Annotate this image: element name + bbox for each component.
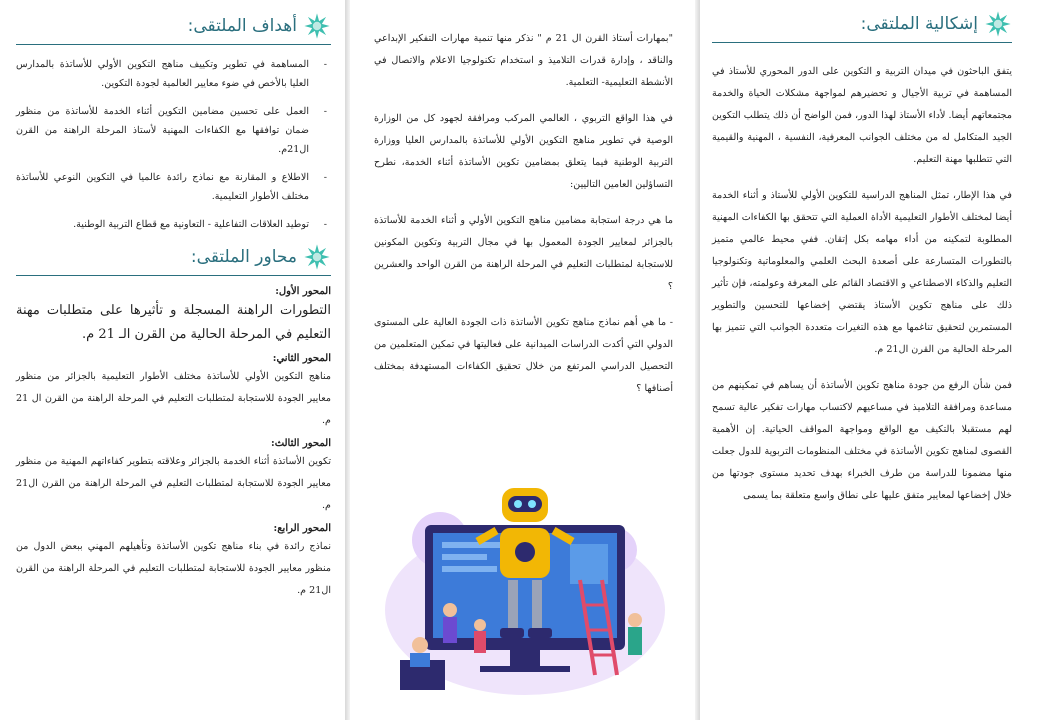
goal-item xyxy=(16,168,331,206)
axis-4-label: المحور الرابع: xyxy=(273,523,331,534)
goals-header xyxy=(16,12,331,40)
goal-item xyxy=(16,215,331,234)
middle-paragraph-2: في هذا الواقع التربوي ، العالمي المركب ومرافقة لجهود كل من الوزارة الوصية في تطوير مناهج التكوين الأولي للأساتذة بالمدارس العليا ووزارة التربية الوطنية فيما يتعلق بمضامين تكوين الأساتذة أثناء الخدمة، نطرح التساؤلين العامين التاليين: xyxy=(374,113,673,190)
goal-item xyxy=(16,102,331,159)
goal-text: توطيد العلاقات التفاعلية - التعاونية مع قطاع التربية الوطنية. xyxy=(73,219,309,230)
goal-text: المساهمة في تطوير وتكييف مناهج التكوين الأولي للأساتذة بالمدارس العليا بالأخص في ضوء معايير العالمية لجودة التكوين. xyxy=(16,59,309,89)
panel-right xyxy=(700,0,1040,720)
goals-title: أهداف الملتقى: xyxy=(187,16,297,36)
right-paragraph-1: يتفق الباحثون في ميدان التربية و التكوين على الدور المحوري للأستاذ في المساهمة في تربية الأجيال و تحضيرهم لمواجهة مشكلات الحياة والخدمة مجتمعاتهم أيضا. لأداء الأستاذ لهذا الدور، فمن الواضح أن ذلك يتطلب التكوين الجيد المتكامل له من مختلف الجوانب المعرفية، النفسية ، المهنية والقيمية التي تتطلبها مهنة التعليم. xyxy=(712,66,1012,165)
axis-1-text: التطورات الراهنة المسجلة و تأثيرها على متطلبات مهنة التعليم في المرحلة الحالية من القرن الـ 21 م. xyxy=(16,303,331,342)
panel-middle xyxy=(350,0,695,720)
panel-left xyxy=(0,0,345,720)
middle-paragraph-3: ما هي درجة استجابة مضامين مناهج التكوين الأولي و أثناء الخدمة للأساتذة بالجزائر لمعايير الجودة المعمول بها في مجال التربية وتكوين المكونين للاستجابة لمتطلبات التعليم في المرحلة الراهنة من القرن الواحد والعشرين ؟ xyxy=(374,215,673,292)
right-paragraph-2: في هذا الإطار، تمثل المناهج الدراسية للتكوين الأولي للأستاذ و أثناء الخدمة أيضا لمختلف الأطوار التعليمية الأداة العملية التي تتحقق بها الكفاءات المهنية المطلوبة لتمكينه من أداء مهامه بكل إتقان. ففي محيط عالمي متميز بالتطورات المتسارعة على أصعدة البحث العلمي والمعلوماتية وتكنولوجيا التعليم والذكاء الاصطناعي و الاقتصاد القائم على المعرفة وعولمته، فإن تأثير ذلك على مناهج تكوين الأستاذ يقتضي إخضاعها للتحسين والتطوير المستمرين لتحقيق تناغمها مع هذه التغيرات متعددة الجوانب التي تتميز بها المرحلة الحالية من القرن ال21 م. xyxy=(712,190,1012,355)
star-burst-icon xyxy=(303,12,331,40)
problem-header xyxy=(712,10,1012,38)
axes-header xyxy=(16,243,331,271)
right-paragraph-3: فمن شأن الرفع من جودة مناهج تكوين الأساتذة أن يساهم في تمكينهم من مساعدة ومرافقة التلاميذ في مساعيهم لاكتساب مهارات تفكير عالية تسمح لهم مستقبلا بالتكيف مع الواقع ومواجهة المواقف الحياتية. إن الأهمية القصوى لمناهج تكوين الأساتذة في مختلف المنظومات التربوية للدول جعلت منها مضمونا للدراسة من طرف الخبراء بهدف تحديد مستوى جودتها من خلال إخضاعها لمعايير متفق عليها على نطاق واسع متعلقة بما يسمى xyxy=(712,380,1012,501)
goal-text: العمل على تحسين مضامين التكوين أثناء الخدمة للأساتذة من منظور ضمان توافقها مع الكفاءات المهنية لأستاذ المرحلة الراهنة من القرن ال21م. xyxy=(16,106,309,155)
axes-title: محاور الملتقى: xyxy=(190,247,297,267)
bullet: - xyxy=(323,106,327,117)
star-burst-icon xyxy=(984,10,1012,38)
axes-divider xyxy=(16,275,331,276)
goals-list xyxy=(16,55,331,234)
axis-2-text: مناهج التكوين الأولي للأساتذة مختلف الأطوار التعليمية بالجزائر من منظور معايير الجودة للاستجابة لمتطلبات التعليم في المرحلة الراهنة من القرن ال 21 م. xyxy=(16,371,331,426)
star-burst-icon xyxy=(303,243,331,271)
axis-1-label: المحور الأول: xyxy=(275,286,331,297)
axis-2-label: المحور الثاني: xyxy=(272,353,331,364)
goal-item xyxy=(16,55,331,93)
bullet: - xyxy=(323,172,327,183)
goal-text: الاطلاع و المقارنة مع نماذج رائدة عالميا في التكوين النوعي للأساتذة مختلف الأطوار التعليمية. xyxy=(16,172,309,202)
bullet: - xyxy=(323,219,327,230)
middle-paragraph-1: "بمهارات أستاذ القرن ال 21 م " نذكر منها تنمية مهارات التفكير الإبداعي والناقد ، وإدارة قدرات التلاميذ و استخدام تكنولوجيا الاعلام والاتصال في الأنشطة التعليمية- التعلمية. xyxy=(374,33,673,88)
goals-divider xyxy=(16,44,331,45)
axis-3-label: المحور الثالث: xyxy=(271,438,331,449)
axis-4-text: نماذج رائدة في بناء مناهج تكوين الأساتذة وتأهيلهم المهني ببعض الدول من منظور معايير الجودة للاستجابة لمتطلبات التعليم في المرحلة الراهنة من القرن ال21 م. xyxy=(16,541,331,596)
bullet: - xyxy=(323,59,327,70)
robot-illustration xyxy=(380,470,670,700)
axis-3-text: تكوين الأساتذة أثناء الخدمة بالجزائر وعلاقته بتطوير كفاءاتهم المهنية من منظور معايير الجودة للاستجابة لمتطلبات التعليم في المرحلة الراهنة من القرن ال21 م. xyxy=(16,456,331,511)
problem-title: إشكالية الملتقى: xyxy=(860,14,978,34)
middle-paragraph-4: - ما هي أهم نماذج مناهج تكوين الأساتذة ذات الجودة العالية على المستوى الدولي التي أكدت الدراسات الميدانية على فعاليتها في تمكين المتعلمين من التحصيل الدراسي المرتفع من خلال تحقيق الكفاءات المستهدفة بمختلف أصنافها ؟ xyxy=(374,317,673,394)
problem-divider xyxy=(712,42,1012,43)
